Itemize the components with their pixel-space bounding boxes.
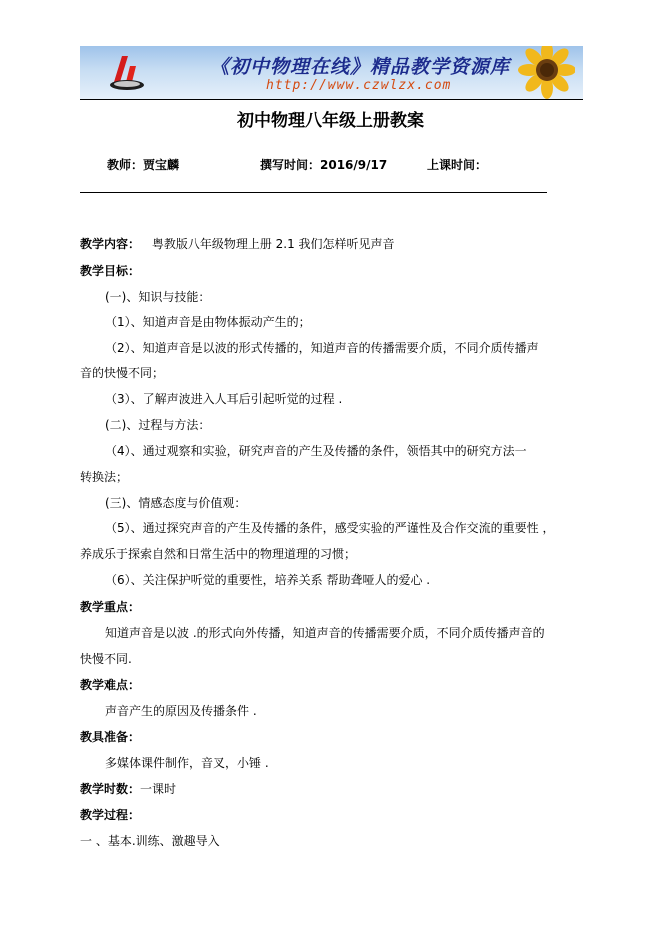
difficulty-label: 教学难点： <box>80 678 141 692</box>
banner-title: 《初中物理在线》精品教学资源库 <box>210 56 511 78</box>
teaching-content-row <box>80 235 395 252</box>
goal-item-4: （4）、通过观察和实验，研究声音的产生及传播的条件，领悟其中的研究方法一 <box>105 444 527 458</box>
class-hours-label: 教学时数： <box>80 782 141 796</box>
site-logo-icon <box>108 52 146 94</box>
key-points-text: 知道声音是以波 .的形式向外传播，知道声音的传播需要介质，不同介质传播声音的 <box>105 626 545 640</box>
class-hours-value: 一课时 <box>140 782 177 796</box>
meta-rule <box>80 192 547 193</box>
goal-item-5: （5）、通过探究声音的产生及传播的条件，感受实验的严谨性及合作交流的重要性 ， <box>105 521 555 535</box>
process-step-1: 一 、基本.训练、激趣导入 <box>80 834 220 848</box>
tools-text: 多媒体课件制作，音叉，小锤 . <box>105 756 269 770</box>
teaching-goals-label: 教学目标： <box>80 264 141 278</box>
goal-item-4-cont: 转换法； <box>80 470 129 484</box>
class-time-field: 上课时间： <box>427 158 488 172</box>
difficulty-text: 声音产生的原因及传播条件 . <box>105 704 257 718</box>
header-rule <box>80 99 583 100</box>
goal-section-2: (二)、过程与方法： <box>105 418 211 432</box>
goal-item-2-cont: 音的快慢不同； <box>80 366 165 380</box>
goal-item-2: （2）、知道声音是以波的形式传播的，知道声音的传播需要介质，不同介质传播声 <box>105 341 539 355</box>
banner-url: http://www.czwlzx.com <box>266 78 452 93</box>
teacher-field: 教师：贾宝麟 <box>107 158 180 172</box>
document-title: 初中物理八年级上册教案 <box>237 111 424 131</box>
goal-item-5-cont: 养成乐于探索自然和日常生活中的物理道理的习惯； <box>80 547 357 561</box>
process-label: 教学过程： <box>80 808 141 822</box>
goal-item-6: （6）、关注保护听觉的重要性，培养关系 帮助聋哑人的爱心 . <box>105 573 431 587</box>
goal-item-3: （3）、了解声波进入人耳后引起听觉的过程 . <box>105 392 343 406</box>
teaching-content-label: 教学内容： <box>80 237 141 251</box>
goal-section-3: (三)、情感态度与价值观： <box>105 496 247 510</box>
header-banner <box>80 46 583 99</box>
sunflower-icon <box>511 46 575 99</box>
goal-item-1: （1）、知道声音是由物体振动产生的； <box>105 315 311 329</box>
written-date-field: 撰写时间：2016/9/17 <box>260 158 388 172</box>
goal-section-1: (一)、知识与技能： <box>105 290 211 304</box>
class-hours-row <box>80 780 176 797</box>
key-points-label: 教学重点： <box>80 600 141 614</box>
teaching-content-value: 粤教版八年级物理上册 2.1 我们怎样听见声音 <box>151 237 395 251</box>
key-points-text-cont: 快慢不同. <box>80 652 132 666</box>
tools-label: 教具准备： <box>80 730 141 744</box>
